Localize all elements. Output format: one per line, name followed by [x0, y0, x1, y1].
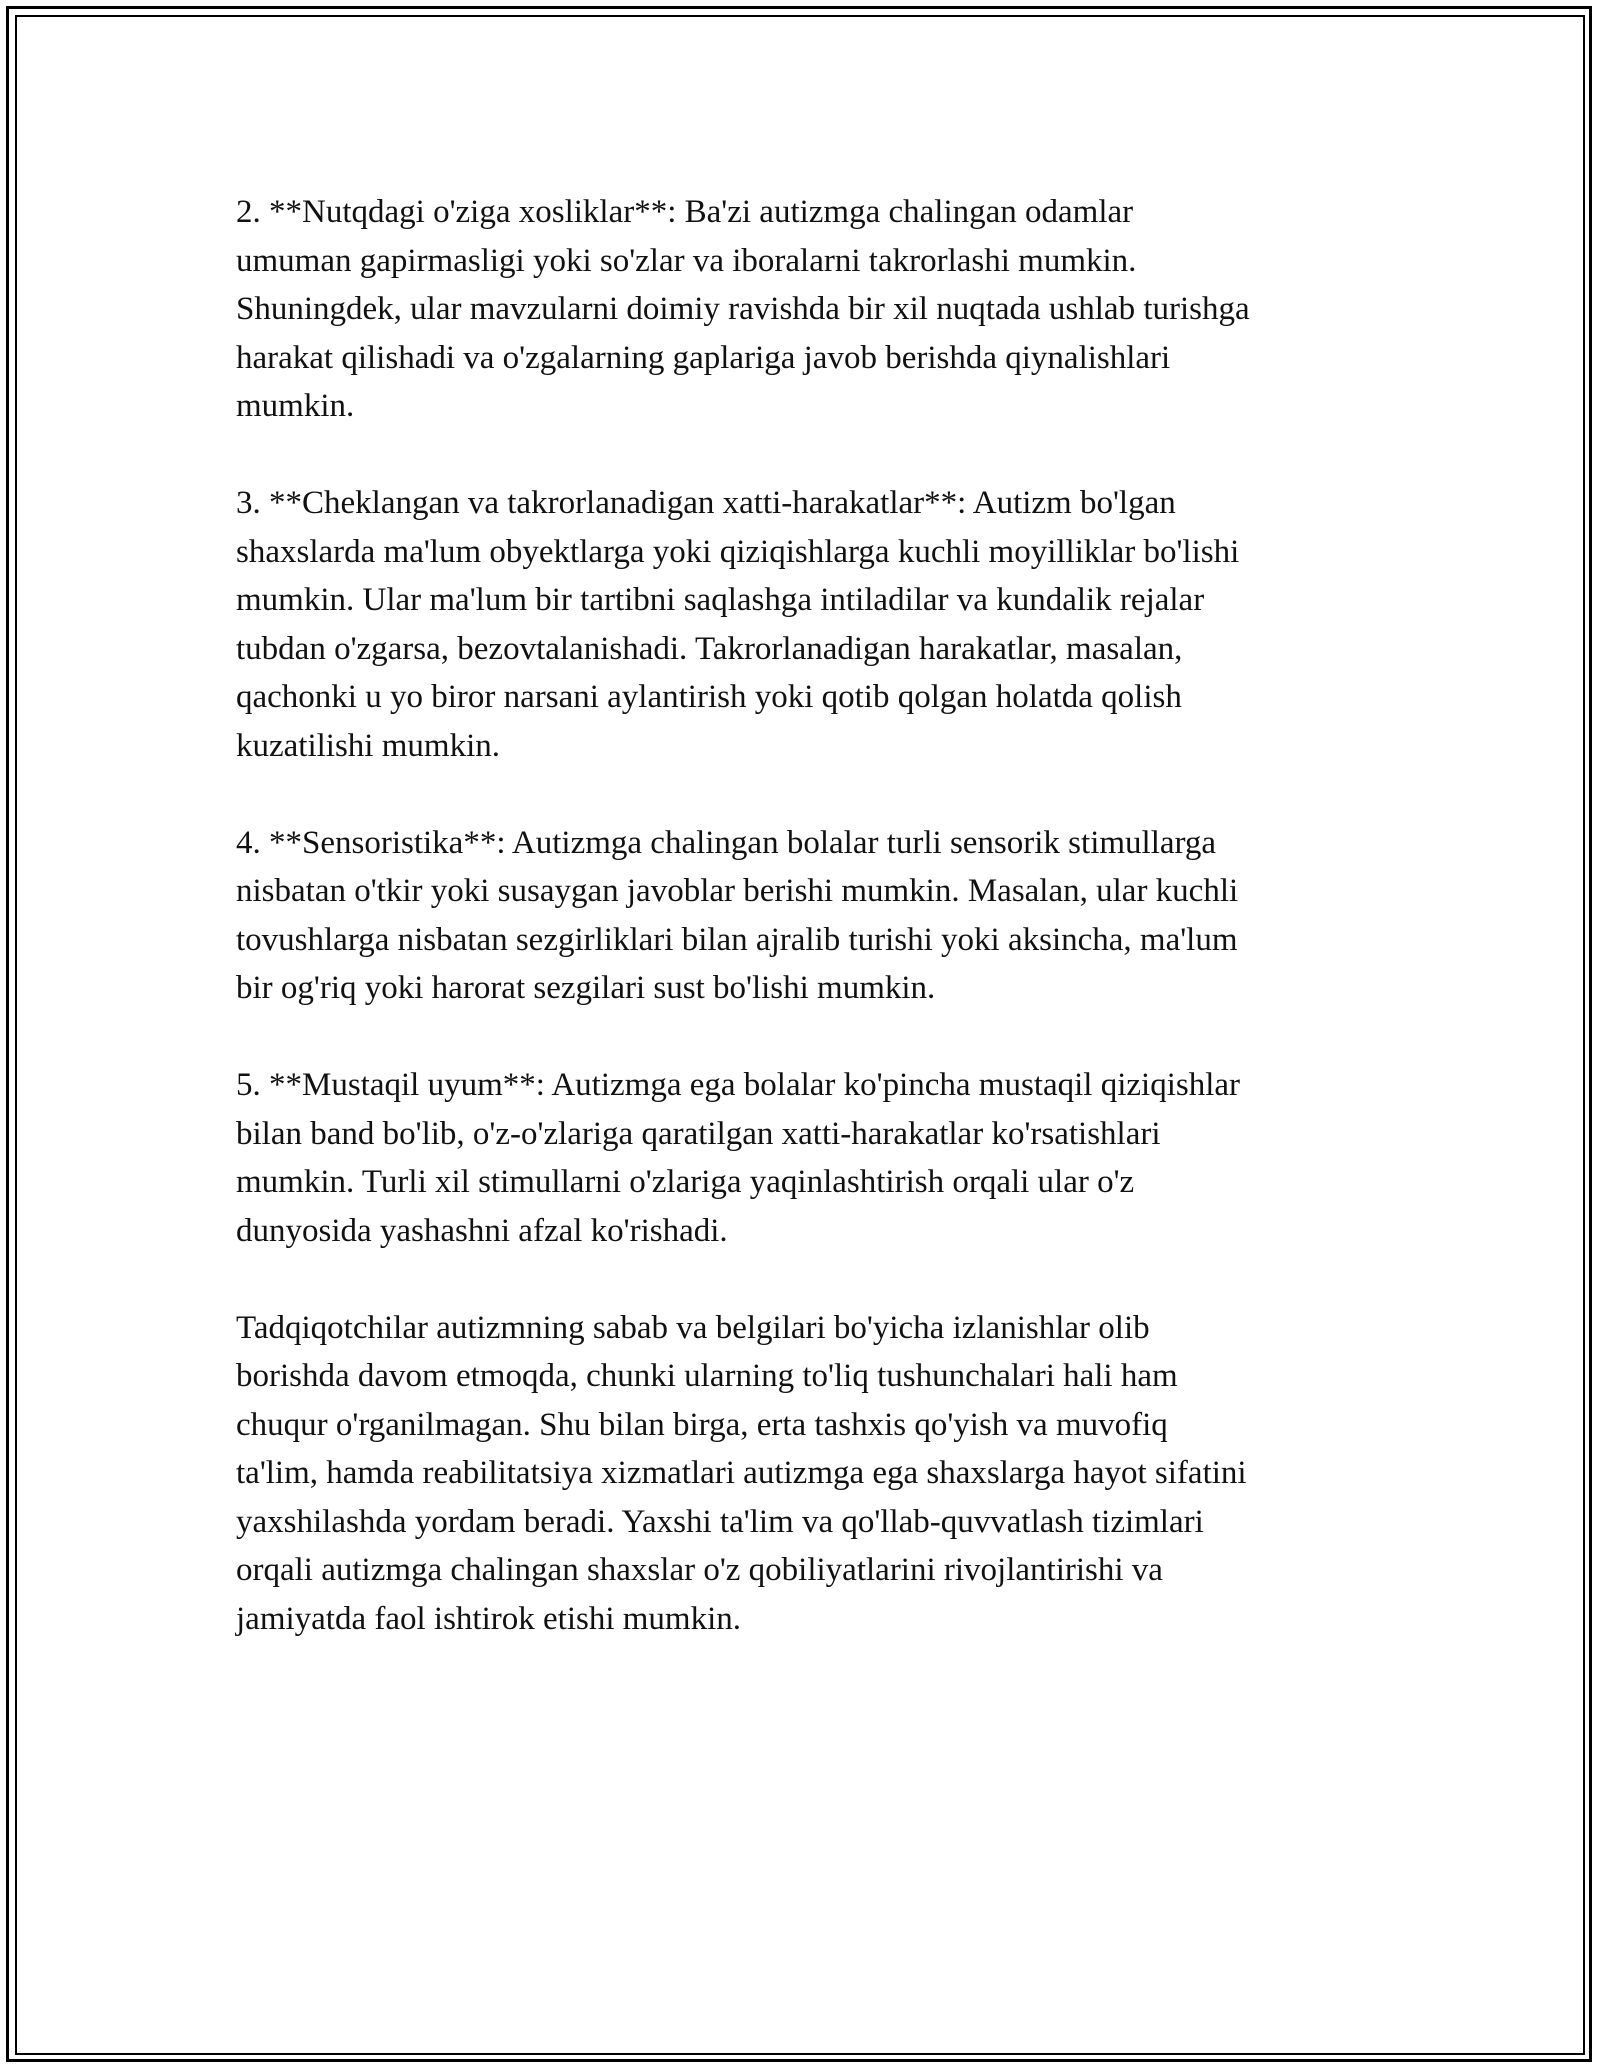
text-line: qachonki u yo biror narsani aylantirish yoki qotib qolgan holatda qolish — [236, 679, 1182, 715]
text-line: mumkin. — [236, 388, 355, 424]
text-line: ta'lim, hamda reabilitatsiya xizmatlari autizmga ega shaxslarga hayot sifatini — [236, 1455, 1247, 1491]
text-line: orqali autizmga chalingan shaxslar o'z qobiliyatlarini rivojlantirishi va — [236, 1552, 1163, 1588]
paragraph-mustaqil-uyum — [236, 1061, 1376, 1255]
paragraph-sensoristika — [236, 819, 1376, 1013]
text-line: kuzatilishi mumkin. — [236, 727, 500, 764]
text-line: umuman gapirmasligi yoki so'zlar va iboralarni takrorlashi mumkin. — [236, 242, 1137, 279]
text-line: Shuningdek, ular mavzularni doimiy ravishda bir xil nuqtada ushlab turishga — [236, 291, 1250, 327]
text-line: 3. **Cheklangan va takrorlanadigan xatti-harakatlar**: Autizm bo'lgan — [236, 485, 1176, 521]
text-line: bir og'riq yoki harorat sezgilari sust bo'lishi mumkin. — [236, 970, 936, 1006]
text-line: borishda davom etmoqda, chunki ularning to'liq tushunchalari hali ham — [236, 1358, 1178, 1394]
paragraph-nutq — [236, 188, 1376, 431]
text-line: shaxslarda ma'lum obyektlarga yoki qiziqishlarga kuchli moyilliklar bo'lishi — [236, 533, 1240, 570]
document-body — [236, 188, 1376, 1643]
text-line: mumkin. Turli xil stimullarni o'zlariga yaqinlashtirish orqali ular o'z — [236, 1164, 1135, 1200]
text-line: yaxshilashda yordam beradi. Yaxshi ta'lim va qo'llab-quvvatlash tizimlari — [236, 1503, 1204, 1540]
text-line: tubdan o'zgarsa, bezovtalanishadi. Takrorlanadigan harakatlar, masalan, — [236, 630, 1183, 667]
text-line: bilan band bo'lib, o'z-o'zlariga qaratilgan xatti-harakatlar ko'rsatishlari — [236, 1115, 1161, 1152]
text-line: chuqur o'rganilmagan. Shu bilan birga, erta tashxis qo'yish va muvofiq — [236, 1406, 1168, 1443]
text-line: jamiyatda faol ishtirok etishi mumkin. — [236, 1600, 742, 1637]
text-line: 4. **Sensoristika**: Autizmga chalingan bolalar turli sensorik stimullarga — [236, 824, 1217, 861]
text-line: nisbatan o'tkir yoki susaygan javoblar berishi mumkin. Masalan, ular kuchli — [236, 873, 1239, 909]
text-line: 2. **Nutqdagi o'ziga xosliklar**: Ba'zi autizmga chalingan odamlar — [236, 194, 1134, 230]
text-line: 5. **Mustaqil uyum**: Autizmga ega bolalar ko'pincha mustaqil qiziqishlar — [236, 1067, 1241, 1103]
text-line: tovushlarga nisbatan sezgirliklari bilan ajralib turishi yoki aksincha, ma'lum — [236, 921, 1238, 958]
text-line: harakat qilishadi va o'zgalarning gaplariga javob berishda qiynalishlari — [236, 339, 1171, 376]
paragraph-xatti-harakatlar — [236, 479, 1376, 770]
paragraph-conclusion — [236, 1304, 1376, 1644]
text-line: dunyosida yashashni afzal ko'rishadi. — [236, 1212, 728, 1249]
text-line: mumkin. Ular ma'lum bir tartibni saqlashga intiladilar va kundalik rejalar — [236, 582, 1205, 618]
text-line: Tadqiqotchilar autizmning sabab va belgilari bo'yicha izlanishlar olib — [236, 1309, 1150, 1346]
